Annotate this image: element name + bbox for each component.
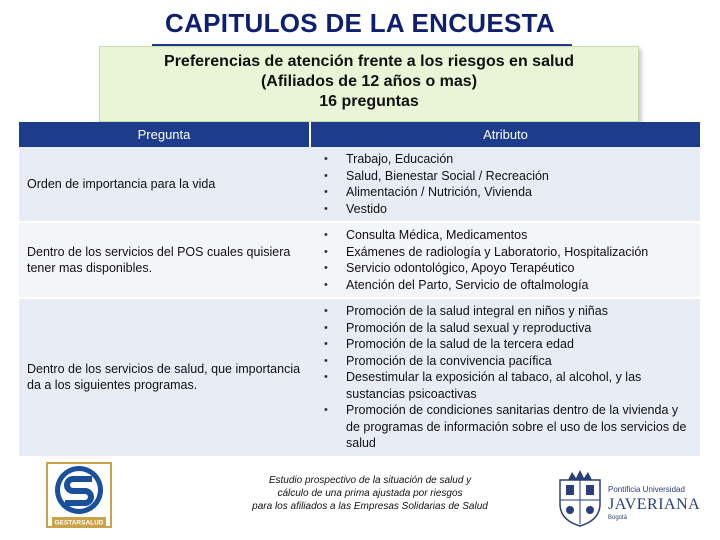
attribute-item: • Servicio odontológico, Apoyo Terapéutico [324, 260, 692, 277]
attribute-item: • Promoción de la salud sexual y reproductiva [324, 320, 692, 337]
attribute-item: • Salud, Bienestar Social / Recreación [324, 168, 692, 185]
table-row [19, 147, 700, 222]
attribute-item: • Desestimular la exposición al tabaco, al alcohol, y las sustancias psicoactivas [324, 369, 692, 402]
attribute-item: • Promoción de la salud de la tercera edad [324, 336, 692, 353]
subtitle-box [99, 46, 639, 122]
footer-line-1: Estudio prospectivo de la situación de salud y [268, 475, 472, 486]
table-row [19, 298, 700, 457]
attribute-cell [310, 147, 700, 222]
gestarsalud-logo-text: GESTARSALUD [54, 519, 104, 527]
column-header-atributo: Atributo [310, 122, 700, 147]
attribute-item: • Trabajo, Educación [324, 151, 692, 168]
university-name-line-1: Pontificia Universidad [608, 485, 685, 494]
attribute-item: • Vestido [324, 201, 692, 218]
javeriana-logo [556, 470, 701, 528]
attribute-item: • Promoción de condiciones sanitarias dentro de la vivienda y de programas de información sobre el uso de los servicios de salud [324, 402, 692, 452]
table-row [19, 222, 700, 298]
subtitle-line-3: 16 preguntas [319, 93, 419, 110]
attribute-cell [310, 298, 700, 457]
attribute-item: • Promoción de la salud integral en niños y niñas [324, 303, 692, 320]
table-header-row [19, 122, 700, 147]
page-title: CAPITULOS DE LA ENCUESTA [165, 8, 555, 38]
attribute-item: • Atención del Parto, Servicio de oftalmología [324, 277, 692, 294]
attribute-list [324, 227, 692, 293]
university-crest-icon [560, 470, 600, 526]
attribute-item: • Consulta Médica, Medicamentos [324, 227, 692, 244]
footer-note [235, 474, 505, 513]
footer-line-3: para los afiliados a las Empresas Solidarias de Salud [252, 501, 488, 512]
attribute-list [324, 303, 692, 452]
attribute-item: • Exámenes de radiología y Laboratorio, Hospitalización [324, 244, 692, 261]
column-header-pregunta: Pregunta [19, 122, 310, 147]
gestarsalud-logo [46, 462, 112, 528]
chapters-table [19, 122, 700, 458]
footer-line-2: cálculo de una prima ajustada por riesgos [277, 488, 463, 499]
question-cell: Dentro de los servicios de salud, que importancia da a los siguientes programas. [19, 298, 310, 457]
university-name-line-3: Bogotá [608, 515, 628, 521]
subtitle-line-1: Preferencias de atención frente a los riesgos en salud [164, 53, 574, 70]
attribute-cell [310, 222, 700, 298]
university-name-line-2: JAVERIANA [608, 496, 701, 513]
question-cell: Dentro de los servicios del POS cuales quisiera tener mas disponibles. [19, 222, 310, 298]
subtitle-line-2: (Afiliados de 12 años o mas) [260, 73, 478, 90]
attribute-list [324, 151, 692, 217]
attribute-item: • Promoción de la convivencia pacífica [324, 353, 692, 370]
question-cell: Orden de importancia para la vida [19, 147, 310, 222]
attribute-item: • Alimentación / Nutrición, Vivienda [324, 184, 692, 201]
